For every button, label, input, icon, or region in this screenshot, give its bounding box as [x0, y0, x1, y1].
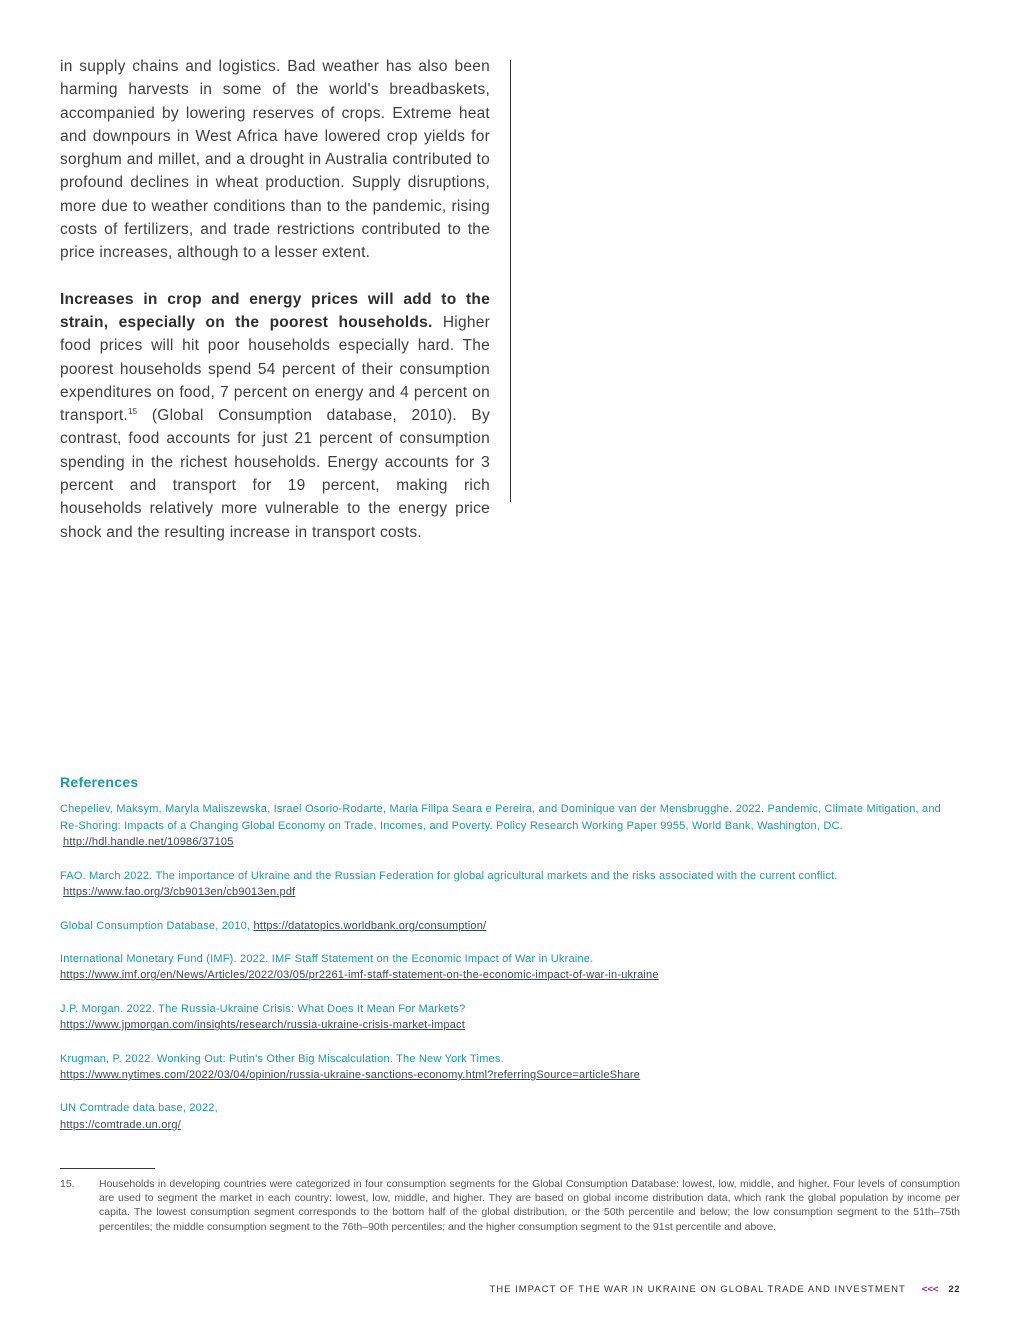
references-heading: References	[60, 774, 139, 790]
reference-text: UN Comtrade data base, 2022,	[60, 1102, 218, 1115]
reference-link[interactable]: https://www.nytimes.com/2022/03/04/opinion/russia-ukraine-sanctions-economy.html?referringSource=articleShare	[60, 1069, 641, 1082]
footnote-divider	[60, 1168, 155, 1169]
reference-item	[60, 1051, 960, 1084]
paragraph-lead-bold: Increases in crop and energy prices will add to the strain, especially on the poorest households.	[60, 290, 490, 331]
reference-item	[60, 918, 960, 935]
page-footer	[489, 1284, 960, 1295]
footer-title: THE IMPACT OF THE WAR IN UKRAINE ON GLOBAL TRADE AND INVESTMENT	[489, 1284, 906, 1295]
references-section	[60, 774, 960, 1150]
reference-link[interactable]: https://datatopics.worldbank.org/consumption/	[253, 919, 487, 932]
body-text-column	[60, 55, 490, 567]
reference-link[interactable]: https://www.fao.org/3/cb9013en/cb9013en.pdf	[63, 886, 296, 899]
reference-link[interactable]: https://www.imf.org/en/News/Articles/2022/03/05/pr2261-imf-staff-statement-on-the-economic-impact-of-war-in-ukraine	[60, 969, 659, 982]
reference-link[interactable]: https://www.jpmorgan.com/insights/research/russia-ukraine-crisis-market-impact	[60, 1019, 465, 1032]
paragraph-text-b: (Global Consumption database, 2010). By contrast, food accounts for just 21 percent of consumption spending in the richest households. Energy accounts for 3 percent and transport for 19 percent, making rich households relatively more vulnerable to the energy price shock and the resulting increase in transport costs.	[60, 407, 490, 541]
reference-item	[60, 801, 960, 851]
page-number: 22	[948, 1284, 960, 1295]
reference-text: Global Consumption Database, 2010,	[60, 919, 254, 932]
reference-link[interactable]: http://hdl.handle.net/10986/37105	[63, 836, 234, 849]
reference-item	[60, 1100, 960, 1133]
reference-item	[60, 1001, 960, 1034]
back-arrows-icon[interactable]: <<<	[921, 1284, 939, 1295]
footnote-text: Households in developing countries were categorized in four consumption segments for the Global Consumption Database: lowest, low, middle, and higher. Four levels of consumption are used to segment the market in each country: lowest, low, middle, and higher. They are based on global income distribution data, which rank the global population by income per capita. The lowest consumption segment corresponds to the bottom half of the global distribution, or the 50th percentile and below; the low consumption segment to the 51th–75th percentiles; the middle consumption segment to the 76th–90th percentiles; and the higher consumption segment to the 91st percentile and above.	[99, 1178, 960, 1233]
reference-text: J.P. Morgan. 2022. The Russia-Ukraine Crisis: What Does It Mean For Markets?	[60, 1002, 466, 1015]
reference-text: Chepeliev, Maksym, Maryla Maliszewska, Israel Osorio-Rodarte, Maria Filipa Seara e Pereira, and Dominique van der Mensbrugghe. 2022. Pandemic, Climate Mitigation, and Re-Shoring: Impacts of a Changing Global Economy on Trade, Incomes, and Poverty. Policy Research Working Paper 9955, World Bank, Washington, DC.	[60, 803, 941, 832]
reference-text: Krugman, P. 2022. Wonking Out: Putin's Other Big Miscalculation. The New York Times.	[60, 1052, 504, 1065]
column-divider	[510, 60, 511, 502]
reference-text: International Monetary Fund (IMF). 2022. IMF Staff Statement on the Economic Impact of War in Ukraine.	[60, 952, 594, 965]
footnote-number: 15.	[60, 1178, 75, 1190]
paragraph-text-a: Higher food prices will hit poor households especially hard. The poorest households spend 54 percent of their consumption expenditures on food, 7 percent on energy and 4 percent on transport.	[60, 313, 490, 425]
footnote-ref-15[interactable]: 15	[127, 407, 138, 417]
paragraph-supply-chains: in supply chains and logistics. Bad weather has also been harming harvests in some of the world's breadbaskets, accompanied by lowering reserves of crops. Extreme heat and downpours in West Africa have lowered crop yields for sorghum and millet, and a drought in Australia contributed to profound declines in wheat production. Supply disruptions, more due to weather conditions than to the pandemic, rising costs of fertilizers, and trade restrictions contributed to the price increases, although to a lesser extent.	[60, 58, 490, 262]
reference-item	[60, 868, 960, 901]
reference-link[interactable]: https://comtrade.un.org/	[60, 1119, 181, 1132]
footnote-15	[60, 1177, 960, 1234]
paragraph-crop-energy-prices	[60, 288, 490, 544]
reference-item	[60, 951, 960, 984]
reference-text: FAO. March 2022. The importance of Ukraine and the Russian Federation for global agricultural markets and the risks associated with the current conflict.	[60, 869, 838, 882]
